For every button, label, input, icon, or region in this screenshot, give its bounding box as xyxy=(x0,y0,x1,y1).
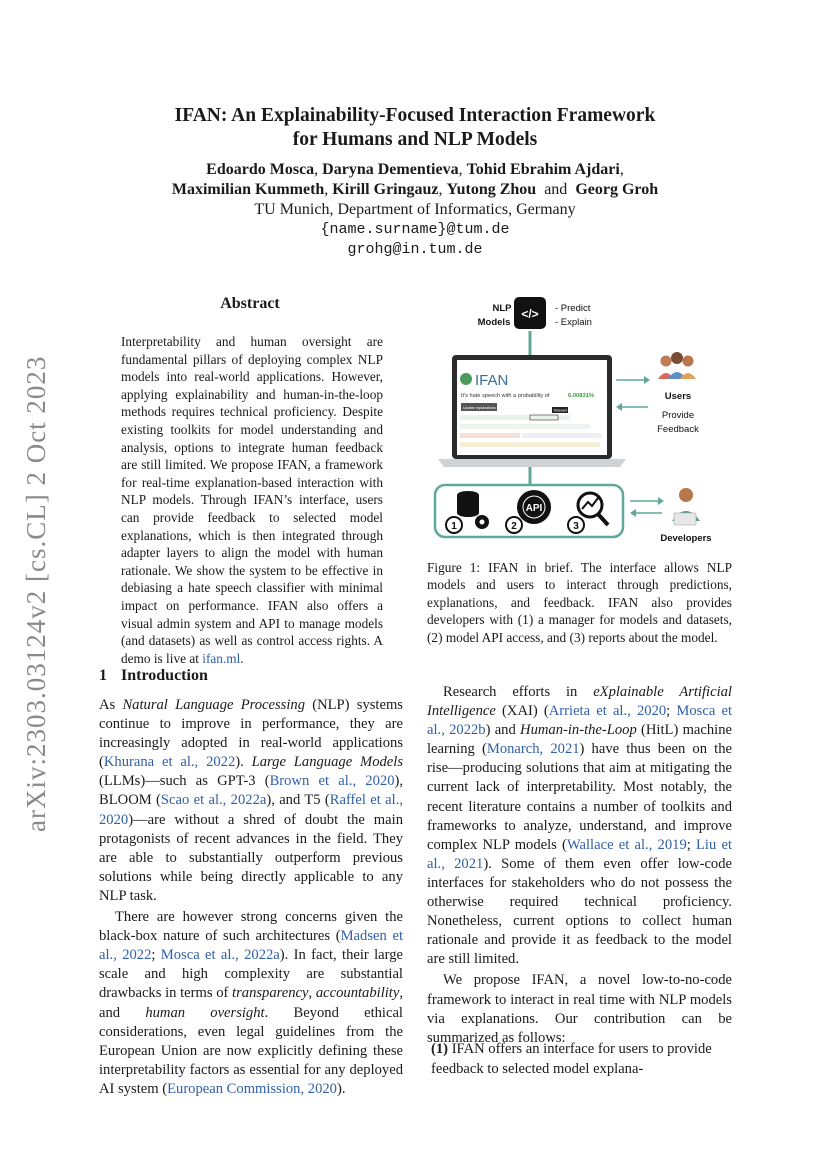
citation-link[interactable]: Mosca et al., 2022a xyxy=(160,947,280,964)
screen-probability: 6.00831% xyxy=(568,393,595,399)
citation-link[interactable]: Madsen et al., 2022 xyxy=(99,928,404,964)
citation-link[interactable]: Arrieta et al., 2020 xyxy=(548,703,667,720)
contribution-text: IFAN offers an interface for users to provide feedback to selected model explana- xyxy=(431,1041,712,1077)
developers-label: Developers xyxy=(660,533,712,544)
demo-link[interactable]: ifan.ml xyxy=(202,650,241,666)
citation-link[interactable]: Mosca et al., 2022b xyxy=(427,703,733,739)
left-paragraph-1: As Natural Language Processing (NLP) systems continue to improve in performance, they are increasingly adopted in real-world applications (Khurana et al., 2022). Large Language Models (LLMs)—such as GPT-3 (Brown et al., 2020), BLOOM (Scao et al., 2022a), and T5 (Raffel et al., 2020)—are without a shred of doubt the main protagonists of recent advances in the field. They are able to substantially outperform previous solutions while being directly applicable to any NLP task. xyxy=(99,697,403,904)
citation-link[interactable]: Wallace et al., 2019 xyxy=(566,836,687,853)
title-line-1: IFAN: An Explainability-Focused Interaction Framework xyxy=(174,105,656,126)
feedback-label: Feedback xyxy=(657,424,699,435)
abstract-end: . xyxy=(240,650,244,666)
screen-headline: It's hate speech with a probability of xyxy=(461,393,550,399)
nlp-label-2: Models xyxy=(477,317,511,328)
author: Yutong Zhou xyxy=(446,181,537,198)
author-block xyxy=(110,160,720,260)
code-icon: </> xyxy=(521,307,539,321)
abstract-heading: Abstract xyxy=(220,295,280,312)
affiliation: TU Munich, Department of Informatics, Germany xyxy=(254,201,576,218)
citation-link[interactable]: European Commission, 2020 xyxy=(167,1080,337,1097)
citation-link[interactable]: Scao et al., 2022a xyxy=(160,792,267,809)
nlp-label-1: NLP xyxy=(492,303,512,314)
author: Daryna Dementieva xyxy=(322,161,459,178)
citation-link[interactable]: Liu et al., 2021 xyxy=(427,836,733,872)
screen-logo: IFAN xyxy=(475,372,509,389)
section-heading xyxy=(99,667,222,685)
citation-link[interactable]: Raffel et al., 2020 xyxy=(99,792,403,828)
circle-3-label: 3 xyxy=(573,521,579,532)
title-line-2: for Humans and NLP Models xyxy=(292,129,538,150)
paper-title xyxy=(120,104,710,152)
author-line-2: Maximilian Kummeth, Kirill Gringauz, Yutong Zhou and Georg Groh xyxy=(171,181,659,198)
developer-icon xyxy=(672,488,700,525)
predict-label: - Predict xyxy=(555,303,591,314)
author: Georg Groh xyxy=(575,181,659,198)
circle-1-label: 1 xyxy=(451,521,457,532)
update-button-label: Update explanations xyxy=(463,406,496,410)
section-number: 1 xyxy=(99,667,107,684)
author: Edoardo Mosca xyxy=(206,161,315,178)
citation-link[interactable]: Monarch, 2021 xyxy=(486,741,580,758)
author: Tohid Ebrahim Ajdari xyxy=(466,161,620,178)
users-icon xyxy=(658,352,696,379)
email-1: {name.surname}@tum.de xyxy=(320,221,510,238)
right-paragraph-1: Research efforts in eXplainable Artificial Intelligence (XAI) (Arrieta et al., 2020; Mosca et al., 2022b) and Human-in-the-Loop (HitL) machine learning (Monarch, 2021) have thus been on the rise—producing solutions that aim at mitigating the current lack of interpretability. Most notably, the recent literature contains a number of toolkits and frameworks to analyze, understand, and improve complex NLP models (Wallace et al., 2019; Liu et al., 2021). Some of them even offer low-code interfaces for stakeholders who do not possess the otherwise required technical proficiency. Nonetheless, current options to collect human rationale and provide it as feedback to the model are still limited. xyxy=(427,684,733,968)
left-column xyxy=(99,696,403,1099)
citation-link[interactable]: Brown et al., 2020 xyxy=(269,773,395,790)
users-label: Users xyxy=(664,391,692,402)
relevant-tag-label: Relevant xyxy=(554,408,568,413)
highlight-2 xyxy=(460,424,590,429)
abstract-text xyxy=(121,333,383,667)
author-line-1: Edoardo Mosca, Daryna Dementieva, Tohid Ebrahim Ajdari, xyxy=(206,161,624,178)
abstract-body: Interpretability and human oversight are fundamental pillars of deploying complex NLP models into real-world applications. However, applying explainability and human-in-the-loop methods requires technical proficiency. Despite existing toolkits for model understanding and analysis, options to integrate human feedback are still limited. We propose IFAN, a framework for real-time explanation-based interaction with NLP models. Through IFAN’s interface, users can provide feedback to selected model explanations, which is then integrated through adapter layers to align the model with human rationale. We show the system to be effective in debiasing a hate speech classifier with minimal impact on performance. IFAN also offers a visual admin system and API to manage models (and datasets) as well as control access rights. A demo is live at xyxy=(121,334,383,666)
author-and: and xyxy=(544,181,568,198)
api-label: API xyxy=(525,503,543,514)
contribution-item-1 xyxy=(431,1040,733,1079)
author: Kirill Gringauz xyxy=(332,181,439,198)
figure-1 xyxy=(430,295,740,545)
figure-caption: Figure 1: IFAN in brief. The interface allows NLP models and users to interact through predictions, explanations, and feedback. IFAN also provides developers with (1) a manager for models and datasets, (2) model API access, and (3) reports about the model. xyxy=(427,560,732,645)
arxiv-stamp: arXiv:2303.03124v2 [cs.CL] 2 Oct 2023 xyxy=(21,355,51,832)
email-2: grohg@in.tum.de xyxy=(347,241,483,258)
arrowhead-dev-back xyxy=(630,509,636,517)
contribution-number: (1) xyxy=(431,1041,449,1057)
highlight-3 xyxy=(460,433,520,438)
provide-label: Provide xyxy=(661,410,695,421)
highlight-4 xyxy=(522,433,602,438)
citation-link[interactable]: Khurana et al., 2022 xyxy=(103,754,236,771)
left-paragraph-2: There are however strong concerns given the black-box nature of such architectures (Madsen et al., 2022; Mosca et al., 2022a). In fact, their large scale and high complexity are substantial drawbacks in terms of transparency, accountability, and human oversight. Beyond ethical considerations, even legal guidelines from the European Union are now explicitly defining these interpretability factors as essential for any deployed AI system (European Commission, 2020). xyxy=(99,909,404,1097)
laptop-base xyxy=(438,459,626,467)
highlight-5 xyxy=(460,442,600,447)
section-title: Introduction xyxy=(121,667,208,684)
highlight-1 xyxy=(460,415,570,420)
explain-label: - Explain xyxy=(555,317,592,328)
arrowhead-developers xyxy=(658,497,664,505)
circle-2-label: 2 xyxy=(511,521,517,532)
arrowhead-users xyxy=(644,376,650,384)
author: Maximilian Kummeth xyxy=(171,181,325,198)
right-column xyxy=(427,683,732,1048)
ifan-logo-icon xyxy=(460,373,472,385)
arrowhead-feedback xyxy=(616,403,622,411)
right-paragraph-2: We propose IFAN, a novel low-to-no-code framework to interact in real time with NLP models via explanations. Our contribution can be summarized as follows: xyxy=(427,972,732,1046)
